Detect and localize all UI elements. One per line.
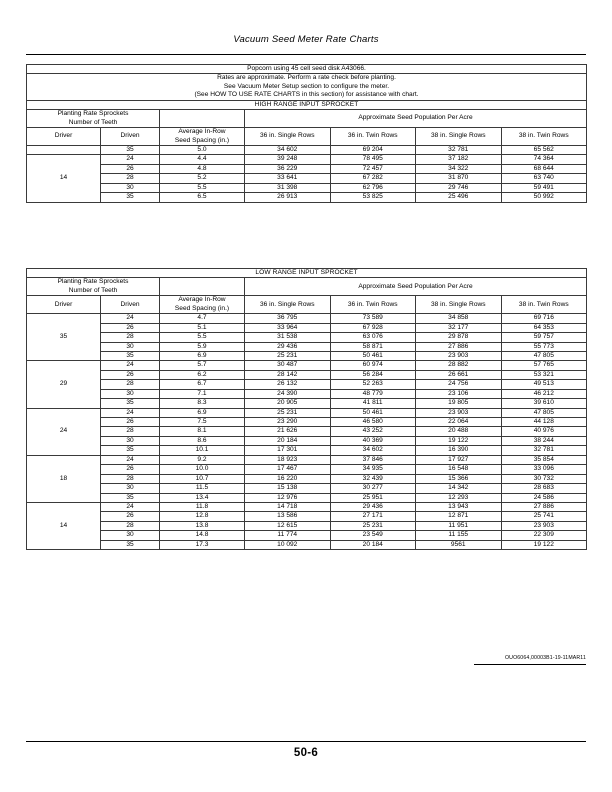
cell-pop-36-single: 33 641 <box>245 174 331 183</box>
cell-spacing: 14.8 <box>160 531 245 540</box>
cell-pop-38-twin: 46 212 <box>501 389 587 398</box>
population-group-header: Approximate Seed Population Per Acre <box>245 278 587 296</box>
cell-driven: 26 <box>101 164 160 173</box>
cell-spacing: 5.5 <box>160 333 245 342</box>
header-36-single: 36 in. Single Rows <box>245 296 331 314</box>
cell-pop-36-single: 17 301 <box>245 446 331 455</box>
cell-pop-36-single: 31 538 <box>245 333 331 342</box>
header-36-single: 36 in. Single Rows <box>245 128 331 146</box>
cell-spacing: 5.0 <box>160 145 245 154</box>
running-header: Vacuum Seed Meter Rate Charts <box>233 34 379 45</box>
cell-pop-36-single: 26 913 <box>245 193 331 202</box>
cell-spacing: 4.8 <box>160 164 245 173</box>
cell-spacing: 6.7 <box>160 380 245 389</box>
cell-spacing: 10.0 <box>160 465 245 474</box>
cell-spacing: 9.2 <box>160 455 245 464</box>
header-divider <box>26 54 586 55</box>
table-row <box>27 370 587 379</box>
table-row <box>27 164 587 173</box>
chart-notes: Rates are approximate. Perform a rate check before planting. See Vacuum Meter Setup section to configure the meter. (See HOW TO USE RATE CHARTS in this section) for assistance with chart. <box>27 74 587 100</box>
cell-pop-38-single: 34 322 <box>416 164 502 173</box>
table-row <box>27 361 587 370</box>
cell-pop-36-single: 24 390 <box>245 389 331 398</box>
cell-pop-36-twin: 50 461 <box>330 351 416 360</box>
cell-pop-38-twin: 59 491 <box>501 183 587 192</box>
high-range-table-container <box>26 64 586 203</box>
cell-pop-38-single: 20 488 <box>416 427 502 436</box>
cell-pop-38-twin: 23 903 <box>501 521 587 530</box>
cell-pop-36-twin: 25 231 <box>330 521 416 530</box>
cell-spacing: 6.5 <box>160 193 245 202</box>
table-row <box>27 333 587 342</box>
cell-spacing: 6.9 <box>160 351 245 360</box>
header-38-single: 38 in. Single Rows <box>416 128 502 146</box>
table-row <box>27 408 587 417</box>
cell-pop-36-twin: 34 935 <box>330 465 416 474</box>
cell-pop-36-twin: 46 580 <box>330 418 416 427</box>
cell-pop-36-single: 10 092 <box>245 540 331 549</box>
cell-pop-36-single: 21 626 <box>245 427 331 436</box>
cell-pop-38-twin: 49 513 <box>501 380 587 389</box>
cell-pop-36-twin: 50 461 <box>330 408 416 417</box>
table-row <box>27 521 587 530</box>
cell-pop-36-single: 16 220 <box>245 474 331 483</box>
cell-spacing: 13.4 <box>160 493 245 502</box>
table-row <box>27 446 587 455</box>
cell-pop-38-twin: 35 854 <box>501 455 587 464</box>
cell-pop-36-twin: 40 369 <box>330 436 416 445</box>
cell-pop-36-twin: 62 796 <box>330 183 416 192</box>
cell-driver: 24 <box>27 408 101 455</box>
cell-pop-38-single: 23 903 <box>416 408 502 417</box>
table-row <box>27 314 587 323</box>
cell-pop-36-twin: 78 495 <box>330 155 416 164</box>
group-header-row <box>27 110 587 128</box>
column-header-row <box>27 296 587 314</box>
cell-driver: 18 <box>27 455 101 502</box>
cell-driven: 24 <box>101 408 160 417</box>
cell-pop-38-single: 32 177 <box>416 323 502 332</box>
cell-pop-38-twin: 39 610 <box>501 399 587 408</box>
header-driven: Driven <box>101 128 160 146</box>
cell-driven: 35 <box>101 399 160 408</box>
cell-pop-38-twin: 64 353 <box>501 323 587 332</box>
cell-pop-36-twin: 73 589 <box>330 314 416 323</box>
cell-pop-38-twin: 40 976 <box>501 427 587 436</box>
table-row <box>27 436 587 445</box>
cell-driven: 30 <box>101 389 160 398</box>
cell-pop-36-single: 18 923 <box>245 455 331 464</box>
table-row <box>27 512 587 521</box>
cell-pop-36-twin: 48 779 <box>330 389 416 398</box>
cell-spacing: 5.1 <box>160 323 245 332</box>
cell-pop-38-single: 23 106 <box>416 389 502 398</box>
cell-pop-38-twin: 28 683 <box>501 484 587 493</box>
cell-driven: 24 <box>101 455 160 464</box>
cell-driven: 28 <box>101 174 160 183</box>
cell-driven: 35 <box>101 193 160 202</box>
cell-spacing: 10.7 <box>160 474 245 483</box>
cell-pop-38-single: 27 886 <box>416 342 502 351</box>
page-number: 50-6 <box>293 747 319 759</box>
document-id: OUO6064,00003B1-19-11MAR11 <box>505 655 586 661</box>
cell-driver: 14 <box>27 155 101 202</box>
cell-pop-36-twin: 23 549 <box>330 531 416 540</box>
cell-spacing: 4.7 <box>160 314 245 323</box>
cell-pop-38-single: 9561 <box>416 540 502 549</box>
table-row <box>27 193 587 202</box>
cell-driven: 30 <box>101 484 160 493</box>
population-group-header: Approximate Seed Population Per Acre <box>245 110 587 128</box>
cell-pop-36-single: 14 718 <box>245 502 331 511</box>
table-row <box>27 183 587 192</box>
header-spacing: Average In-Row Seed Spacing (in.) <box>160 296 245 314</box>
cell-pop-36-single: 33 964 <box>245 323 331 332</box>
cell-driven: 24 <box>101 502 160 511</box>
range-band-row <box>27 269 587 278</box>
cell-pop-36-single: 29 436 <box>245 342 331 351</box>
cell-pop-38-twin: 69 716 <box>501 314 587 323</box>
cell-pop-36-single: 36 795 <box>245 314 331 323</box>
cell-pop-38-single: 34 858 <box>416 314 502 323</box>
header-driven: Driven <box>101 296 160 314</box>
cell-pop-38-single: 24 756 <box>416 380 502 389</box>
rate-table-low-range <box>26 268 587 550</box>
cell-pop-36-single: 25 231 <box>245 408 331 417</box>
cell-spacing: 7.1 <box>160 389 245 398</box>
cell-pop-36-twin: 67 282 <box>330 174 416 183</box>
cell-pop-38-twin: 74 364 <box>501 155 587 164</box>
cell-driven: 35 <box>101 145 160 154</box>
cell-driven: 35 <box>101 446 160 455</box>
cell-pop-38-twin: 27 886 <box>501 502 587 511</box>
cell-pop-36-single: 26 132 <box>245 380 331 389</box>
cell-driven: 28 <box>101 521 160 530</box>
cell-driven: 26 <box>101 418 160 427</box>
cell-pop-36-single: 31 398 <box>245 183 331 192</box>
cell-spacing: 8.1 <box>160 427 245 436</box>
cell-pop-36-single: 12 615 <box>245 521 331 530</box>
table-row <box>27 540 587 549</box>
table-row <box>27 465 587 474</box>
header-38-single: 38 in. Single Rows <box>416 296 502 314</box>
table-row <box>27 380 587 389</box>
cell-pop-36-single: 25 231 <box>245 351 331 360</box>
sprockets-group-header: Planting Rate Sprockets Number of Teeth <box>27 278 160 296</box>
cell-spacing: 5.5 <box>160 183 245 192</box>
cell-spacing: 10.1 <box>160 446 245 455</box>
cell-pop-38-twin: 47 805 <box>501 408 587 417</box>
cell-spacing: 11.8 <box>160 502 245 511</box>
cell-pop-36-twin: 67 928 <box>330 323 416 332</box>
cell-pop-38-twin: 38 244 <box>501 436 587 445</box>
cell-pop-38-twin: 25 741 <box>501 512 587 521</box>
table-row <box>27 389 587 398</box>
cell-driven: 30 <box>101 342 160 351</box>
cell-pop-36-twin: 30 277 <box>330 484 416 493</box>
cell-pop-38-single: 11 951 <box>416 521 502 530</box>
table-row <box>27 493 587 502</box>
cell-pop-36-single: 28 142 <box>245 370 331 379</box>
cell-pop-36-twin: 56 284 <box>330 370 416 379</box>
cell-driven: 26 <box>101 512 160 521</box>
cell-pop-36-single: 36 229 <box>245 164 331 173</box>
chart-banner: Popcorn using 45 cell seed disk A43066. <box>27 65 587 74</box>
cell-spacing: 8.3 <box>160 399 245 408</box>
cell-pop-38-twin: 55 773 <box>501 342 587 351</box>
range-band-row <box>27 100 587 109</box>
rate-table-high-range <box>26 64 587 203</box>
cell-spacing: 8.6 <box>160 436 245 445</box>
cell-pop-36-twin: 37 846 <box>330 455 416 464</box>
cell-pop-36-single: 20 905 <box>245 399 331 408</box>
cell-pop-38-single: 16 548 <box>416 465 502 474</box>
cell-spacing: 11.5 <box>160 484 245 493</box>
cell-pop-38-single: 32 781 <box>416 145 502 154</box>
cell-driven: 35 <box>101 493 160 502</box>
cell-driven: 24 <box>101 361 160 370</box>
cell-pop-38-single: 17 927 <box>416 455 502 464</box>
cell-pop-38-twin: 65 562 <box>501 145 587 154</box>
table-row <box>27 502 587 511</box>
cell-driven: 28 <box>101 380 160 389</box>
cell-pop-36-single: 11 774 <box>245 531 331 540</box>
header-38-twin: 38 in. Twin Rows <box>501 296 587 314</box>
cell-pop-38-single: 28 882 <box>416 361 502 370</box>
header-36-twin: 36 in. Twin Rows <box>330 296 416 314</box>
cell-pop-38-twin: 59 757 <box>501 333 587 342</box>
cell-pop-38-twin: 33 096 <box>501 465 587 474</box>
chart-banner-row <box>27 65 587 74</box>
cell-pop-38-single: 22 064 <box>416 418 502 427</box>
column-header-row <box>27 128 587 146</box>
table-row <box>27 399 587 408</box>
table-row <box>27 427 587 436</box>
table-row <box>27 323 587 332</box>
cell-pop-38-single: 25 496 <box>416 193 502 202</box>
cell-spacing: 6.9 <box>160 408 245 417</box>
table-row <box>27 174 587 183</box>
header-38-twin: 38 in. Twin Rows <box>501 128 587 146</box>
cell-pop-38-single: 31 870 <box>416 174 502 183</box>
cell-pop-38-twin: 53 321 <box>501 370 587 379</box>
cell-spacing: 4.4 <box>160 155 245 164</box>
range-band-title: HIGH RANGE INPUT SPROCKET <box>27 100 587 109</box>
cell-pop-36-twin: 53 825 <box>330 193 416 202</box>
cell-pop-36-twin: 20 184 <box>330 540 416 549</box>
cell-driven: 26 <box>101 370 160 379</box>
cell-pop-38-twin: 63 740 <box>501 174 587 183</box>
cell-driver <box>27 145 101 154</box>
cell-spacing: 17.3 <box>160 540 245 549</box>
cell-pop-36-single: 34 602 <box>245 145 331 154</box>
cell-pop-36-twin: 27 171 <box>330 512 416 521</box>
cell-pop-36-twin: 32 439 <box>330 474 416 483</box>
cell-pop-38-twin: 30 732 <box>501 474 587 483</box>
range-band-title: LOW RANGE INPUT SPROCKET <box>27 269 587 278</box>
header-spacing: Average In-Row Seed Spacing (in.) <box>160 128 245 146</box>
cell-spacing: 5.7 <box>160 361 245 370</box>
cell-driven: 26 <box>101 323 160 332</box>
header-driver: Driver <box>27 296 101 314</box>
cell-driver: 29 <box>27 361 101 408</box>
cell-driver: 35 <box>27 314 101 361</box>
table-row <box>27 531 587 540</box>
group-header-row <box>27 278 587 296</box>
cell-driven: 26 <box>101 465 160 474</box>
cell-pop-36-twin: 25 951 <box>330 493 416 502</box>
cell-pop-38-twin: 57 765 <box>501 361 587 370</box>
chart-notes-row <box>27 74 587 100</box>
cell-pop-36-twin: 58 871 <box>330 342 416 351</box>
cell-driven: 30 <box>101 531 160 540</box>
cell-pop-36-single: 17 467 <box>245 465 331 474</box>
cell-pop-38-twin: 32 781 <box>501 446 587 455</box>
cell-pop-36-single: 23 290 <box>245 418 331 427</box>
cell-pop-38-twin: 22 309 <box>501 531 587 540</box>
cell-driven: 24 <box>101 155 160 164</box>
cell-pop-38-twin: 47 805 <box>501 351 587 360</box>
cell-pop-36-twin: 29 436 <box>330 502 416 511</box>
cell-pop-36-twin: 41 811 <box>330 399 416 408</box>
cell-pop-38-twin: 68 644 <box>501 164 587 173</box>
cell-pop-38-twin: 50 992 <box>501 193 587 202</box>
cell-spacing: 7.5 <box>160 418 245 427</box>
header-36-twin: 36 in. Twin Rows <box>330 128 416 146</box>
cell-pop-38-single: 12 293 <box>416 493 502 502</box>
cell-pop-38-single: 15 366 <box>416 474 502 483</box>
cell-pop-38-single: 14 342 <box>416 484 502 493</box>
cell-pop-36-twin: 60 974 <box>330 361 416 370</box>
spacing-group-spacer <box>160 110 245 128</box>
cell-pop-38-twin: 24 586 <box>501 493 587 502</box>
cell-pop-38-single: 26 661 <box>416 370 502 379</box>
table-row <box>27 351 587 360</box>
cell-spacing: 12.8 <box>160 512 245 521</box>
cell-pop-36-twin: 63 076 <box>330 333 416 342</box>
cell-pop-38-single: 13 943 <box>416 502 502 511</box>
cell-pop-36-twin: 69 204 <box>330 145 416 154</box>
cell-pop-38-single: 29 878 <box>416 333 502 342</box>
cell-pop-36-single: 39 248 <box>245 155 331 164</box>
low-range-table-container <box>26 268 586 550</box>
cell-pop-38-single: 23 903 <box>416 351 502 360</box>
table-row <box>27 484 587 493</box>
table-row <box>27 145 587 154</box>
header-driver: Driver <box>27 128 101 146</box>
cell-pop-36-twin: 52 263 <box>330 380 416 389</box>
table-row <box>27 474 587 483</box>
cell-pop-38-twin: 19 122 <box>501 540 587 549</box>
cell-pop-36-twin: 34 602 <box>330 446 416 455</box>
cell-pop-36-twin: 72 457 <box>330 164 416 173</box>
cell-driven: 35 <box>101 540 160 549</box>
cell-pop-38-single: 37 182 <box>416 155 502 164</box>
cell-pop-38-twin: 44 128 <box>501 418 587 427</box>
cell-pop-38-single: 19 805 <box>416 399 502 408</box>
sprockets-group-header: Planting Rate Sprockets Number of Teeth <box>27 110 160 128</box>
cell-pop-38-single: 12 871 <box>416 512 502 521</box>
cell-driven: 28 <box>101 474 160 483</box>
cell-spacing: 5.9 <box>160 342 245 351</box>
cell-driver: 14 <box>27 502 101 549</box>
cell-pop-38-single: 29 746 <box>416 183 502 192</box>
footer-divider <box>26 741 586 742</box>
cell-spacing: 13.8 <box>160 521 245 530</box>
cell-pop-36-twin: 43 252 <box>330 427 416 436</box>
table-row <box>27 455 587 464</box>
cell-pop-36-single: 13 586 <box>245 512 331 521</box>
cell-driven: 30 <box>101 436 160 445</box>
table-row <box>27 342 587 351</box>
cell-driven: 24 <box>101 314 160 323</box>
cell-spacing: 5.2 <box>160 174 245 183</box>
table-row <box>27 418 587 427</box>
cell-pop-36-single: 15 138 <box>245 484 331 493</box>
cell-driven: 28 <box>101 427 160 436</box>
cell-driven: 28 <box>101 333 160 342</box>
cell-driven: 35 <box>101 351 160 360</box>
cell-pop-36-single: 12 976 <box>245 493 331 502</box>
cell-spacing: 6.2 <box>160 370 245 379</box>
cell-pop-36-single: 30 487 <box>245 361 331 370</box>
cell-pop-38-single: 11 155 <box>416 531 502 540</box>
spacing-group-spacer <box>160 278 245 296</box>
cell-pop-38-single: 19 122 <box>416 436 502 445</box>
cell-driven: 30 <box>101 183 160 192</box>
cell-pop-38-single: 16 390 <box>416 446 502 455</box>
table-row <box>27 155 587 164</box>
cell-pop-36-single: 20 184 <box>245 436 331 445</box>
document-id-underline <box>474 664 586 665</box>
